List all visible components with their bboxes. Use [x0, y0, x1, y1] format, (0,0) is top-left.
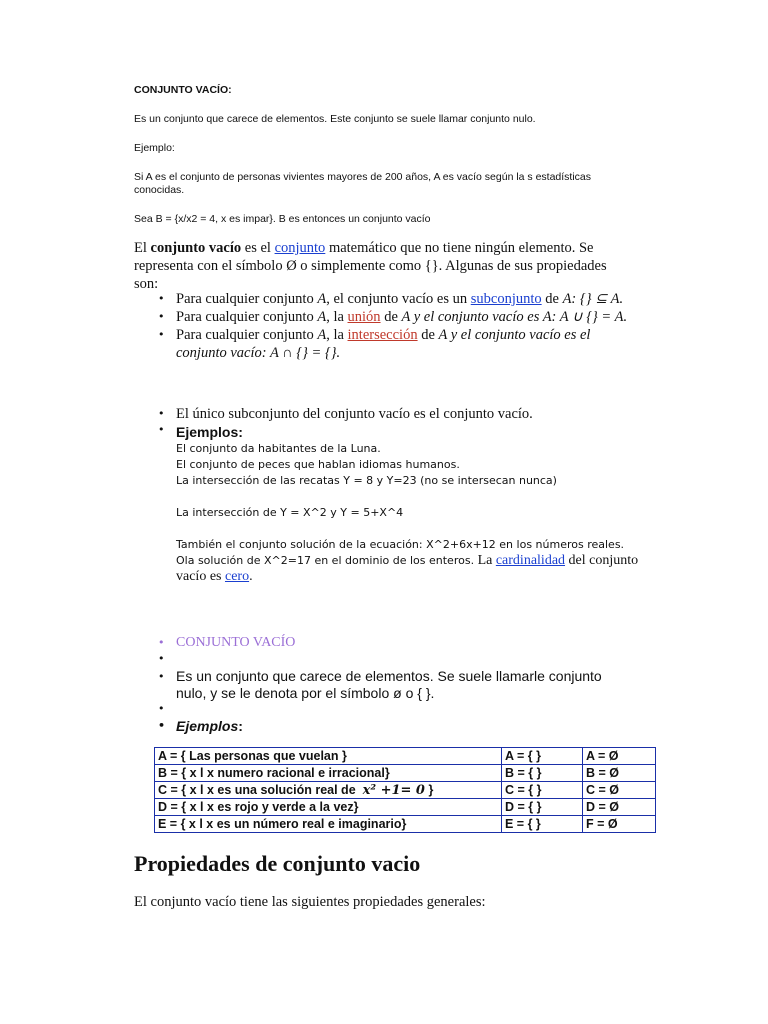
list-item	[154, 668, 624, 702]
property-item	[154, 290, 644, 308]
intro-example-label: Ejemplo:	[134, 142, 175, 154]
table-cell: A = { Las personas que vuelan }	[155, 748, 502, 765]
list-conjunto-vacio	[154, 634, 624, 735]
list-item-empty	[154, 702, 624, 717]
paragraph-definition	[134, 239, 634, 293]
properties-list	[154, 290, 644, 362]
example-line: El conjunto da habitantes de la Luna.	[176, 442, 381, 455]
property-var: A	[317, 309, 327, 325]
interseccion-link[interactable]: intersección	[347, 327, 418, 343]
table-cell: E = { }	[502, 816, 583, 833]
list-item-empty	[154, 652, 624, 668]
list-item	[154, 717, 624, 735]
example-text: Ola solución de X^2=17 en el dominio de los enteros.	[176, 554, 475, 567]
table-cell: B = Ø	[583, 765, 656, 782]
property-text: Para cualquier conjunto	[176, 309, 318, 325]
property-tail: A: {} ⊆ A.	[562, 291, 624, 307]
para-text: es el	[241, 240, 275, 256]
table-cell: E = { x l x es un número real e imaginario}	[155, 816, 502, 833]
cardinalidad-link[interactable]: cardinalidad	[495, 553, 566, 568]
table-cell: C = Ø	[583, 782, 656, 799]
table-row	[155, 816, 656, 833]
table-cell: C = { }	[502, 782, 583, 799]
property-text: de	[417, 327, 439, 343]
intro-definition: Es un conjunto que carece de elementos. Este conjunto se suele llamar conjunto nulo.	[134, 113, 536, 125]
example-line: También el conjunto solución de la ecuación: X^2+6x+12 en los números reales.	[176, 538, 625, 551]
table-row	[155, 799, 656, 816]
list-title: CONJUNTO VACÍO	[176, 635, 296, 650]
list-item	[154, 634, 624, 652]
example-lines	[176, 441, 644, 585]
para-text: matemático que no tiene ningún elemento. Se representa con el símbolo Ø o simplemente como {}. Algunas de sus propiedades son:	[134, 240, 607, 292]
example-line: El conjunto de peces que hablan idiomas humanos.	[176, 458, 460, 471]
ejemplos-heading: • Ejemplos:	[176, 424, 243, 440]
table-cell: A = Ø	[583, 748, 656, 765]
example-line	[176, 553, 644, 585]
example-text: .	[249, 569, 253, 584]
example-text: La	[474, 553, 496, 568]
cell-text: }	[428, 782, 434, 797]
intro-block	[134, 84, 634, 226]
example-text: del conjunto vacío es	[176, 553, 639, 584]
property-tail: A y el conjunto vacío es el conjunto vacío: A ∩ {} = {}.	[176, 327, 591, 361]
cero-link[interactable]: cero	[224, 569, 250, 584]
property-item	[154, 326, 644, 362]
para-bold-term: conjunto vacío	[150, 240, 242, 256]
examples-list	[154, 405, 644, 585]
cell-text: C = { x l x es una solución real de	[158, 782, 356, 797]
table-cell: B = { x l x numero racional e irracional}	[155, 765, 502, 782]
intro-example-1: Si A es el conjunto de personas vivientes mayores de 200 años, A es vacío según la s estadísticas conocidas.	[134, 171, 592, 196]
list-definition: Es un conjunto que carece de elementos. Se suele llamarle conjunto nulo, y se le denota por el símbolo ø o { }.	[176, 668, 602, 701]
table-cell: B = { }	[502, 765, 583, 782]
table-cell: D = { }	[502, 799, 583, 816]
example-line: La intersección de Y = X^2 y Y = 5+X^4	[176, 506, 404, 519]
table-cell: D = Ø	[583, 799, 656, 816]
equation: x² +1= 0	[362, 782, 425, 798]
intro-example-2: Sea B = {x/x2 = 4, x es impar}. B es entonces un conjunto vacío	[134, 213, 431, 225]
intro-heading: CONJUNTO VACÍO:	[134, 84, 232, 96]
table-row	[155, 765, 656, 782]
table-cell: D = { x l x es rojo y verde a la vez}	[155, 799, 502, 816]
examples-table	[154, 747, 656, 833]
property-text: Para cualquier conjunto	[176, 291, 318, 307]
table-row	[155, 782, 656, 799]
property-text: , la	[326, 309, 348, 325]
property-var: A	[317, 327, 327, 343]
property-var: A	[317, 291, 327, 307]
list-item	[154, 423, 644, 585]
table-cell: A = { }	[502, 748, 583, 765]
list-item	[154, 405, 644, 423]
property-item	[154, 308, 644, 326]
para-text: El	[134, 240, 151, 256]
ejemplos-colon: :	[238, 718, 243, 734]
union-link[interactable]: unión	[347, 309, 381, 325]
section-heading: Propiedades de conjunto vacio	[134, 851, 421, 876]
section-text: El conjunto vacío tiene las siguientes propiedades generales:	[134, 894, 486, 910]
example-line: La intersección de las recatas Y = 8 y Y=23 (no se intersecan nunca)	[176, 474, 557, 487]
property-text: , el conjunto vacío es un	[326, 291, 471, 307]
table-cell	[155, 782, 502, 799]
subconjunto-link[interactable]: subconjunto	[470, 291, 542, 307]
table-cell: F = Ø	[583, 816, 656, 833]
table-row	[155, 748, 656, 765]
property-text: de	[380, 309, 402, 325]
property-text: Para cualquier conjunto	[176, 327, 318, 343]
conjunto-link[interactable]: conjunto	[274, 240, 326, 256]
property-text: de	[541, 291, 563, 307]
property-text: , la	[326, 327, 348, 343]
property-tail: A y el conjunto vacío es A: A ∪ {} = A.	[401, 309, 628, 325]
ejemplos-label: Ejemplos	[176, 718, 239, 734]
list-item-text: El único subconjunto del conjunto vacío es el conjunto vacío.	[176, 406, 533, 422]
